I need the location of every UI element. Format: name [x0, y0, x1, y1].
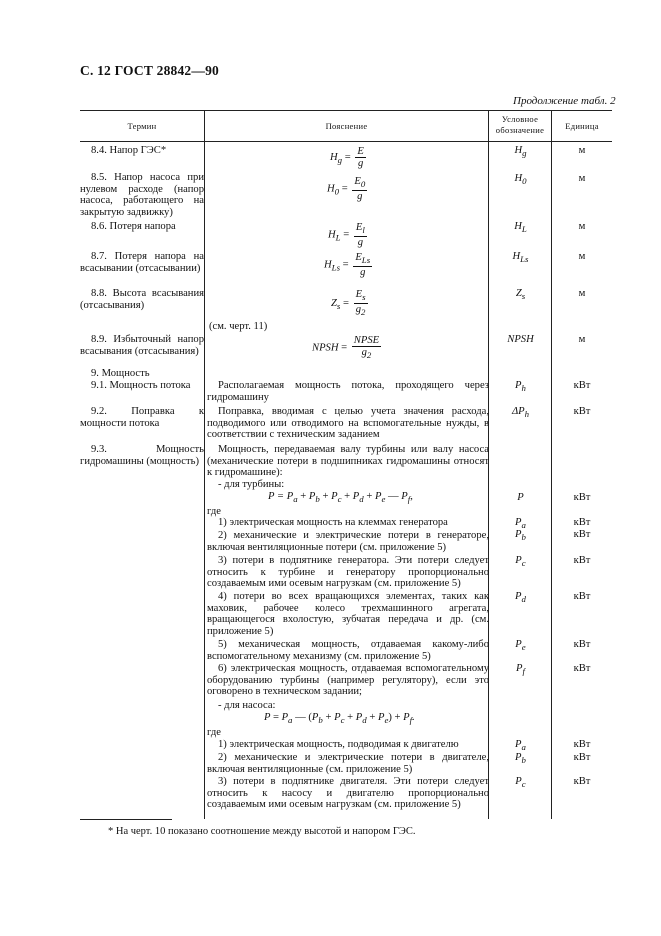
unit-8-5: м: [578, 173, 586, 184]
section-9: 9. Мощность: [91, 368, 150, 379]
unit-pc-turbine: кВт: [573, 555, 591, 566]
term-8-8: 8.8. Высота всасывания (отсасывания): [80, 288, 204, 311]
term-8-9: 8.9. Избыточный напор всасывания (отсасывания): [80, 334, 204, 357]
footnote-rule: [80, 819, 172, 820]
footnote: * На черт. 10 показано соотношение между высотой и напором ГЭС.: [108, 826, 416, 837]
pump-label: - для насоса:: [218, 700, 276, 711]
column-header-unit: Единица: [565, 121, 599, 131]
col-divider-1: [204, 110, 205, 819]
turbine-item-3: 3) потери в подпятнике генератора. Эти потери следует относить к турбине и генератору пропорционально создаваемым ими осевым нагрузкам (см. приложение 5): [207, 555, 489, 590]
unit-pa-pump: кВт: [573, 739, 591, 750]
unit-pb-pump: кВт: [573, 752, 591, 763]
term-8-4: 8.4. Напор ГЭС*: [91, 145, 167, 156]
pump-item-3: 3) потери в подпятнике двигателя. Эти потери следует относить к насосу и двигателю пропорционально создаваемым ими осевым нагрузкам (см. приложение 5): [207, 776, 489, 811]
explanation-9-3: Мощность, передаваемая валу турбины или валу насоса (механические потери в подшипниках гидромашины относят к гидромашине):: [207, 444, 489, 479]
term-9-3: 9.3. Мощность гидромашины (мощность): [80, 444, 204, 467]
term-9-2: 9.2. Поправка к мощности потока: [80, 406, 204, 429]
formula-8-6: $H_L$ = $\frac{E_l}{g}$: [328, 222, 365, 249]
unit-8-4: м: [578, 145, 586, 156]
symbol-pf-turbine: $P_f$: [516, 663, 525, 677]
turbine-item-5: 5) механическая мощность, отдаваемая какому-либо вспомогательному механизму (см. приложение 5): [207, 639, 489, 662]
symbol-pa-pump: $P_a$: [515, 739, 526, 753]
unit-pa-turbine: кВт: [573, 517, 591, 528]
unit-pe-turbine: кВт: [573, 639, 591, 650]
column-header-explanation: Пояснение: [325, 121, 368, 131]
symbol-9-2: $\Delta P_h$: [511, 406, 530, 420]
note-see-drawing-11: (см. черт. 11): [209, 321, 268, 332]
table-top-rule: [80, 110, 612, 111]
pump-where: где: [207, 727, 221, 738]
symbol-pb-turbine: $P_b$: [515, 529, 526, 543]
unit-pd-turbine: кВт: [573, 591, 591, 602]
pump-power-formula: $P = P_a$ — $(P_b + P_c + P_d + P_e) + P_f$.: [264, 712, 415, 726]
symbol-pa-turbine: $P_a$: [515, 517, 526, 531]
turbine-item-2: 2) механические и электрические потери в генераторе, включая вентиляционные потери (см. приложение 5): [207, 530, 489, 553]
symbol-8-8: $Z_s$: [515, 288, 526, 302]
explanation-9-2: Поправка, вводимая с целью учета значения расхода, подводимого или отводимого на вспомогательные нужды, в соответствии с техническим заданием: [207, 406, 489, 441]
turbine-item-1: 1) электрическая мощность на клеммах генератора: [218, 517, 448, 528]
symbol-pd-turbine: $P_d$: [515, 591, 526, 605]
unit-9-3-turbine: кВт: [573, 492, 591, 503]
unit-8-6: м: [578, 221, 586, 232]
symbol-8-7: $H_{Ls}$: [512, 251, 529, 265]
term-8-7: 8.7. Потеря напора на всасывании (отсасывании): [80, 251, 204, 274]
formula-8-7: $H_{Ls}$ = $\frac{E_{Ls}}{g}$: [324, 252, 371, 279]
symbol-8-5: $H_0$: [514, 173, 527, 187]
symbol-pe-turbine: $P_e$: [515, 639, 526, 653]
symbol-8-9: NPSH: [507, 334, 534, 345]
symbol-pb-pump: $P_b$: [515, 752, 526, 766]
symbol-pc-turbine: $P_c$: [515, 555, 526, 569]
unit-8-7: м: [578, 251, 586, 262]
unit-8-8: м: [578, 288, 586, 299]
turbine-item-6: 6) электрическая мощность, отдаваемая вспомогательному оборудованию турбины (например регулятору), если это оговорено в техническом задании;: [207, 663, 489, 698]
turbine-where: где: [207, 506, 221, 517]
symbol-9-3-turbine: P: [517, 492, 524, 503]
formula-8-4: $H_g$ = $\frac{E}{g}$: [330, 146, 364, 169]
column-header-term: Термин: [127, 121, 157, 131]
unit-9-1: кВт: [573, 380, 591, 391]
explanation-9-1: Располагаемая мощность потока, проходящего через гидромашину: [207, 380, 489, 403]
page-header: С. 12 ГОСТ 28842—90: [80, 63, 219, 78]
unit-pf-turbine: кВт: [573, 663, 591, 674]
formula-8-5: $H_0$ = $\frac{E_0}{g}$: [327, 176, 366, 203]
unit-8-9: м: [578, 334, 586, 345]
turbine-label: - для турбины:: [218, 479, 285, 490]
col-divider-3: [551, 110, 552, 819]
term-8-6: 8.6. Потеря напора: [91, 221, 176, 232]
table-continuation-label: Продолжение табл. 2: [513, 95, 616, 107]
unit-pb-turbine: кВт: [573, 529, 591, 540]
turbine-power-formula: $P = P_a + P_b + P_c + P_d + P_e$ — $P_f$,: [268, 491, 413, 505]
symbol-pc-pump: $P_c$: [515, 776, 526, 790]
turbine-item-4: 4) потери во всех вращающихся элементах, таких как маховик, рабочее колесо трехмашинного агрегата, вращающегося вхолостую, зубчатая передача и др. (см. приложение 5): [207, 591, 489, 637]
unit-9-2: кВт: [573, 406, 591, 417]
term-9-1: 9.1. Мощность потока: [91, 380, 191, 391]
symbol-8-6: $H_L$: [514, 221, 527, 235]
formula-8-8: $Z_s$ = $\frac{E_s}{g_2}$: [331, 289, 366, 318]
symbol-9-1: $P_h$: [515, 380, 526, 394]
formula-8-9: NPSH = $\frac{\text{NPSE}}{g_2}$: [312, 335, 380, 361]
column-header-symbol: Условное обозначение: [495, 114, 545, 135]
unit-pc-pump: кВт: [573, 776, 591, 787]
pump-item-1: 1) электрическая мощность, подводимая к двигателю: [218, 739, 459, 750]
symbol-8-4: $H_g$: [514, 145, 527, 159]
pump-item-2: 2) механические и электрические потери в двигателе, включая вентиляционные (см. приложение 5): [207, 752, 489, 775]
term-8-5: 8.5. Напор насоса при нулевом расходе (напор насоса, работающего на закрытую задвижку): [80, 172, 204, 218]
table-header-rule: [80, 141, 612, 142]
